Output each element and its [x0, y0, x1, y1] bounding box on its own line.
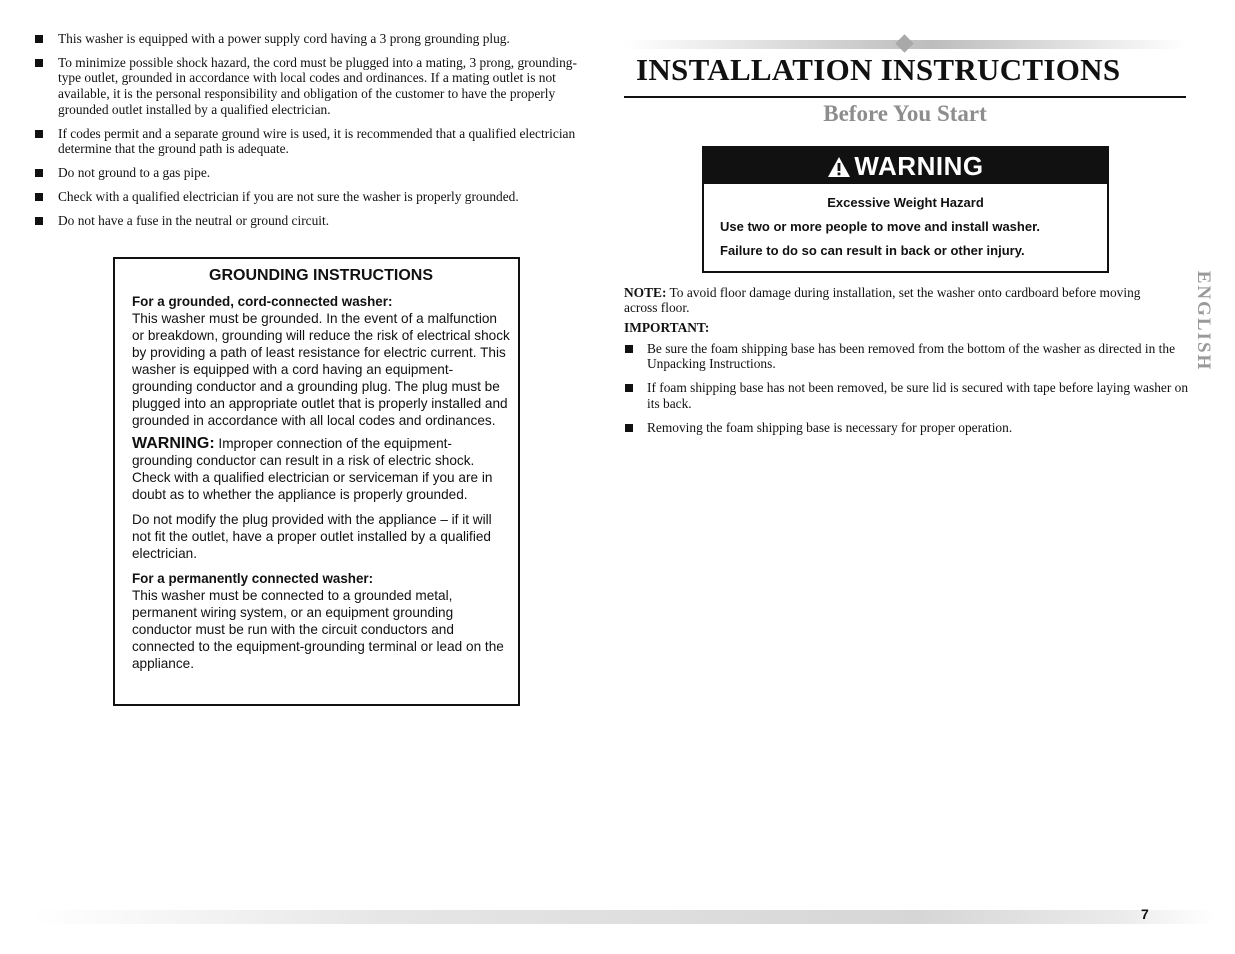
square-bullet-icon — [35, 59, 43, 67]
note-label: NOTE: — [624, 285, 667, 300]
list-item-text: Do not have a fuse in the neutral or ground circuit. — [58, 212, 330, 228]
square-bullet-icon — [35, 130, 43, 138]
warning-hazard: Excessive Weight Hazard — [827, 195, 984, 210]
modify-plug-text: Do not modify the plug provided with the appliance – if it will not fit the outlet, have a proper outlet installed by a qualified electrician. — [132, 512, 492, 561]
note-text: To avoid floor damage during installation, set the washer onto cardboard before moving across floor. — [624, 285, 1141, 316]
list-item — [624, 380, 1189, 411]
diamond-icon — [895, 34, 913, 52]
cord-connected-heading: For a grounded, cord-connected washer: — [132, 294, 393, 309]
square-bullet-icon — [35, 217, 43, 225]
list-item-text: Do not ground to a gas pipe. — [58, 165, 211, 181]
warning-line-2: Failure to do so can result in back or other injury. — [720, 243, 1025, 258]
square-bullet-icon — [625, 424, 633, 432]
list-item — [34, 55, 579, 117]
warning-box — [702, 146, 1109, 273]
grounding-warning-paragraph — [132, 435, 510, 503]
left-bullet-list — [34, 31, 579, 237]
cord-connected-text: This washer must be grounded. In the event of a malfunction or breakdown, grounding will reduce the risk of electrical shock by providing a path of least resistance for electric current. This washer is equipped with a cord having an equipment-grounding conductor and a grounding plug. The plug must be plugged into an appropriate outlet that is properly installed and grounded in accordance with all local codes and ordinances. — [132, 311, 510, 428]
list-item-text: If codes permit and a separate ground wire is used, it is recommended that a qualified electrician determine that the ground path is adequate. — [58, 125, 576, 157]
page-title: INSTALLATION INSTRUCTIONS — [636, 52, 1121, 87]
grounding-instructions-box — [113, 257, 520, 706]
list-item — [34, 31, 579, 47]
list-item-text: If foam shipping base has not been removed, be sure lid is secured with tape before laying washer on its back. — [647, 380, 1189, 411]
grounding-title: GROUNDING INSTRUCTIONS — [209, 267, 433, 284]
important-label: IMPORTANT: — [624, 320, 710, 335]
list-item-text: This washer is equipped with a power supply cord having a 3 prong grounding plug. — [58, 31, 510, 46]
list-item-text: To minimize possible shock hazard, the cord must be plugged into a mating, 3 prong, grounding-type outlet, grounded in accordance with local codes and ordinances. If a mating outlet is not available, it is the personal responsibility and obligation of the customer to have the properly grounded outlet installed by a qualified electrician. — [58, 54, 577, 117]
warning-triangle-icon — [827, 156, 851, 178]
square-bullet-icon — [625, 384, 633, 392]
warning-header — [704, 148, 1107, 184]
warning-header-label: WARNING — [854, 151, 984, 181]
square-bullet-icon — [35, 35, 43, 43]
note-paragraph — [624, 285, 1164, 316]
footer-decorative-bar — [32, 910, 1215, 924]
title-divider — [624, 96, 1186, 98]
list-item — [34, 213, 579, 229]
grounding-warning-label: WARNING: — [132, 435, 215, 452]
square-bullet-icon — [625, 345, 633, 353]
section-subtitle: Before You Start — [823, 101, 987, 126]
warning-line-1: Use two or more people to move and install washer. — [720, 219, 1041, 234]
grounding-content — [132, 267, 510, 678]
list-item-text: Be sure the foam shipping base has been removed from the bottom of the washer as directed in the Unpacking Instructions. — [647, 341, 1176, 372]
list-item-text: Removing the foam shipping base is necessary for proper operation. — [647, 419, 1013, 435]
permanent-connection-text: This washer must be connected to a grounded metal, permanent wiring system, or an equipment grounding conductor must be run with the circuit conductors and connected to the equipment-grounding terminal or lead on the appliance. — [132, 588, 504, 671]
list-item — [34, 165, 579, 181]
square-bullet-icon — [35, 169, 43, 177]
square-bullet-icon — [35, 193, 43, 201]
language-side-tab: ENGLISH — [1193, 270, 1214, 372]
list-item-text: Check with a qualified electrician if you are not sure the washer is properly grounded. — [58, 188, 519, 204]
important-bullet-list — [624, 341, 1189, 444]
grounding-warning-text: Improper connection of the equipment-grounding conductor can result in a risk of electric shock. Check with a qualified electrician or serviceman if you are in doubt as to whether the appliance is properly grounded. — [132, 436, 493, 502]
list-item — [34, 126, 579, 157]
list-item — [34, 189, 579, 205]
list-item — [624, 420, 1189, 435]
list-item — [624, 341, 1189, 372]
page-number: 7 — [1141, 906, 1149, 922]
permanent-connection-heading: For a permanently connected washer: — [132, 571, 374, 586]
